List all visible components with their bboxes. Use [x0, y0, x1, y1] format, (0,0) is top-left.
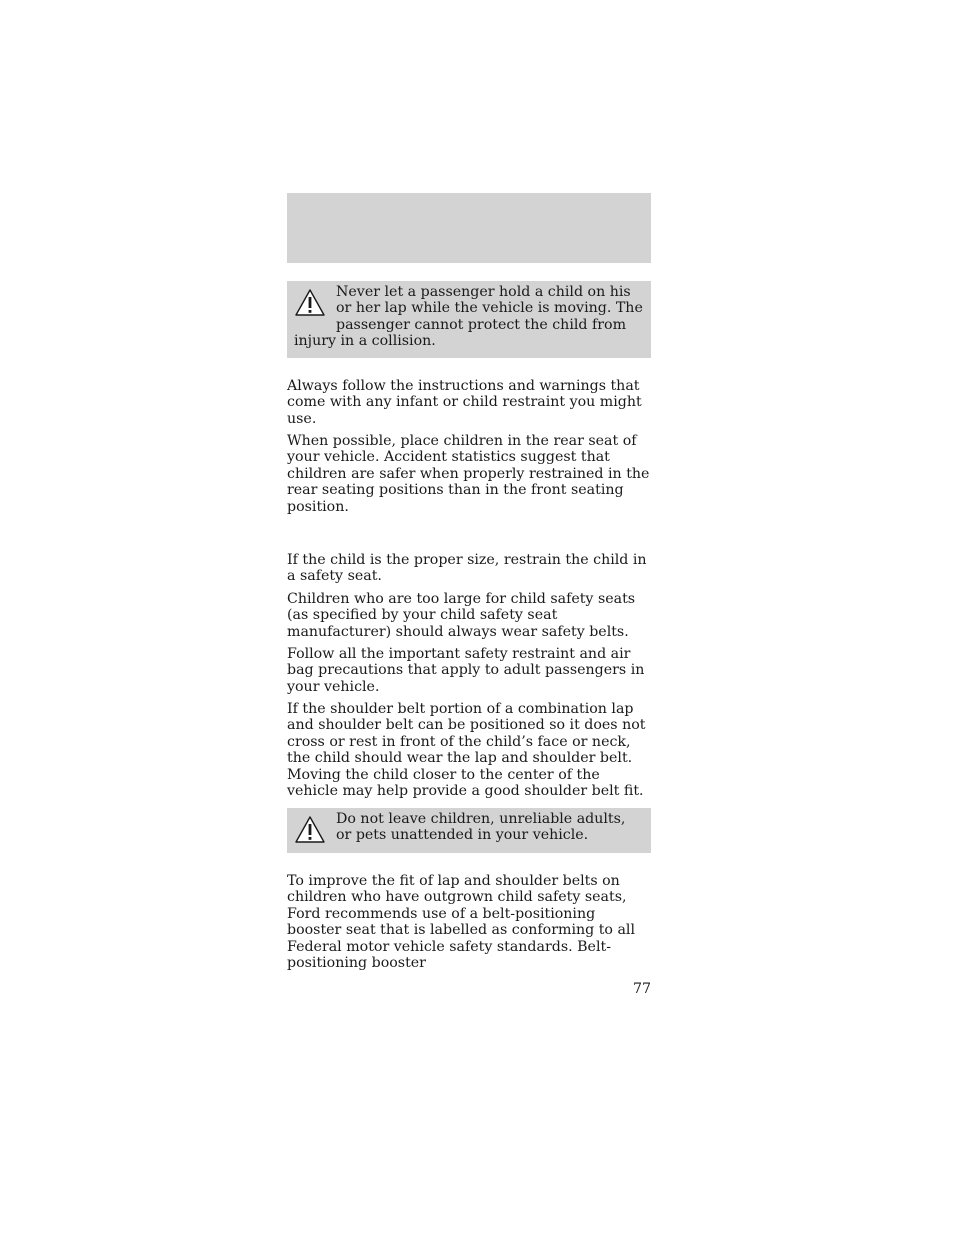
warning-triangle-icon [294, 288, 326, 318]
paragraph: If the shoulder belt portion of a combination lap and shoulder belt can be positioned so it does not cross or rest in front of the child’s face or neck, the child should wear the lap and shoulder belt. Moving the child closer to the center of the vehicle may help provide a good shoulder belt fit. [287, 701, 646, 800]
paragraph: When possible, place children in the rear seat of your vehicle. Accident statistics suggest that children are safer when properly restrained in the rear seating positions than in the front seating position. [287, 433, 650, 515]
paragraph: Always follow the instructions and warnings that come with any infant or child restraint you might use. [287, 378, 642, 427]
paragraph: If the child is the proper size, restrain the child in a safety seat. [287, 552, 647, 585]
paragraph: Children who are too large for child safety seats (as specified by your child safety seat manufacturer) should always wear safety belts. [287, 591, 636, 640]
warning-box [287, 281, 651, 358]
section-header-band [287, 193, 651, 263]
warning-triangle-icon [294, 815, 326, 845]
warning-box [287, 808, 651, 853]
warning-text: Do not leave children, unreliable adults, or pets unattended in your vehicle. [336, 811, 626, 844]
paragraph: Follow all the important safety restraint and air bag precautions that apply to adult passengers in your vehicle. [287, 646, 645, 695]
paragraph: To improve the fit of lap and shoulder belts on children who have outgrown child safety seats, Ford recommends use of a belt-positioning booster seat that is labelled as conforming to all Federal motor vehicle safety standards. Belt-positioning booster [287, 873, 636, 972]
warning-text: Never let a passenger hold a child on his or her lap while the vehicle is moving. The passenger cannot protect the child from injury in a collision. [294, 284, 643, 350]
page-number: 77 [632, 981, 651, 997]
